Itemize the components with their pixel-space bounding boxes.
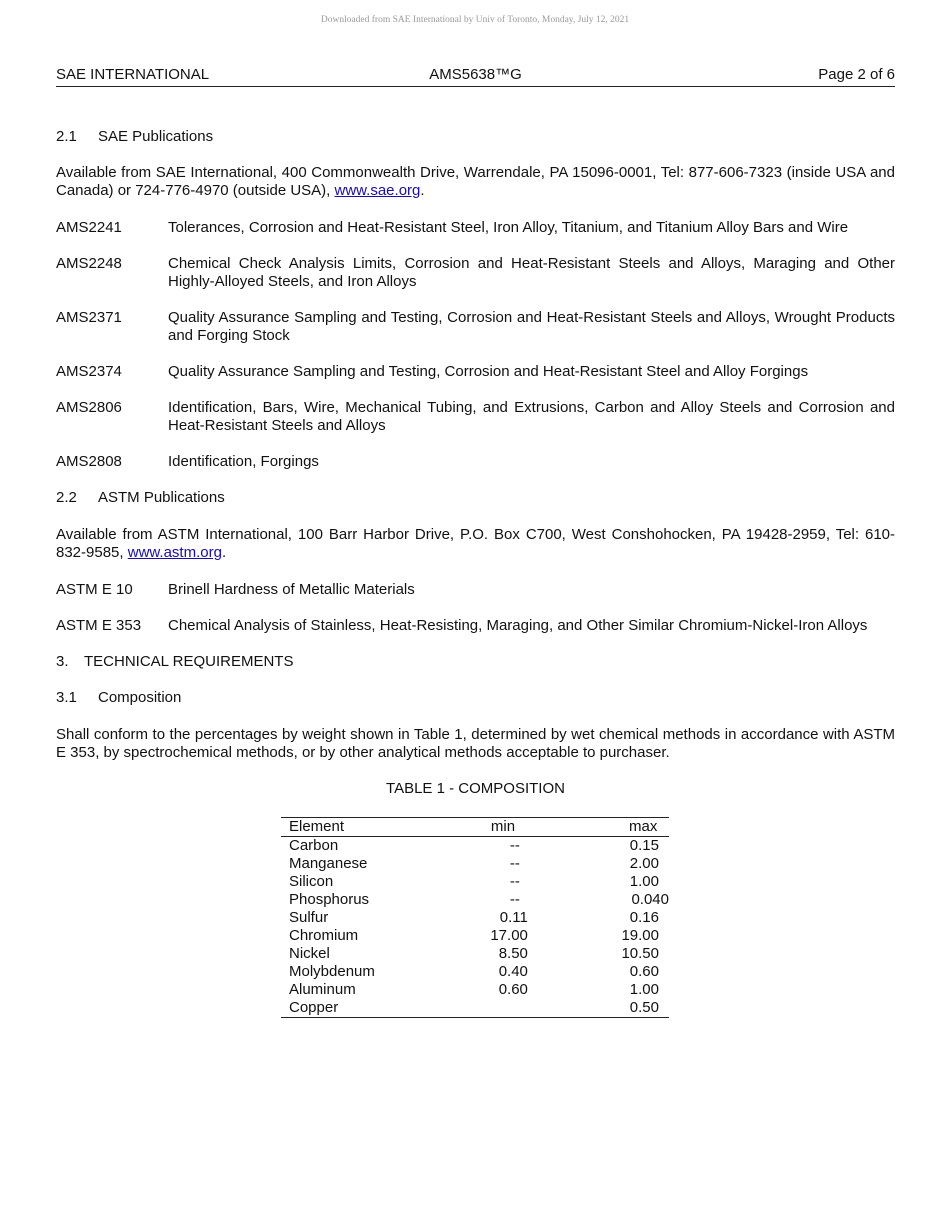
- max-cell: [595, 855, 669, 873]
- max-cell: [595, 873, 669, 891]
- max-value: 0.15: [629, 837, 659, 854]
- reference-item: [56, 581, 895, 599]
- table-row: [281, 855, 669, 873]
- table-title: TABLE 1 - COMPOSITION: [386, 780, 565, 797]
- min-value: 17.00: [490, 927, 528, 944]
- max-value: 10.50: [621, 945, 659, 962]
- paragraph-end: .: [420, 182, 425, 199]
- header-min: min: [490, 818, 516, 835]
- element-cell: Nickel: [289, 945, 330, 962]
- max-cell: [595, 963, 669, 981]
- table-row: [281, 981, 669, 999]
- min-cell: [458, 873, 595, 891]
- min-value: 0.40: [498, 963, 528, 980]
- table-row: [281, 963, 669, 981]
- reference-code: AMS2248: [56, 255, 122, 272]
- paragraph-end: .: [221, 544, 227, 561]
- composition-paragraph: Shall conform to the percentages by weight shown in Table 1, determined by wet chemical methods in accordance with ASTM E 353, by spectrochemical methods, or by other analytical methods acceptable to purchaser.: [56, 726, 895, 761]
- max-cell: [595, 927, 669, 945]
- section-title: SAE Publications: [98, 128, 214, 145]
- max-cell: [595, 891, 669, 909]
- section-number: 2.2: [56, 489, 77, 506]
- element-cell: Phosphorus: [289, 891, 370, 908]
- composition-table: [281, 817, 669, 1018]
- reference-item: [56, 219, 895, 237]
- table-row: [281, 927, 669, 945]
- sae-reference-list: [56, 219, 895, 471]
- section-3-1-heading: [56, 689, 895, 707]
- reference-item: [56, 453, 895, 471]
- reference-title: Quality Assurance Sampling and Testing, Corrosion and Heat-Resistant Steel and Alloy Forgings: [168, 363, 809, 380]
- section-2-1-heading: [56, 128, 895, 146]
- reference-code: ASTM E 353: [56, 617, 142, 634]
- min-cell: [458, 999, 595, 1018]
- min-cell: [458, 963, 595, 981]
- reference-item: [56, 255, 895, 291]
- table-row: [281, 891, 669, 909]
- section-number: 2.1: [56, 128, 77, 145]
- element-cell: Chromium: [289, 927, 359, 944]
- element-cell: Molybdenum: [289, 963, 375, 980]
- header-organization: SAE INTERNATIONAL: [56, 66, 210, 83]
- paragraph-text: Available from ASTM International, 100 Barr Harbor Drive, P.O. Box C700, West Conshohocken, PA 19428-2959, Tel: 610-832-9585,: [56, 526, 895, 561]
- min-cell: [458, 891, 595, 909]
- reference-item: [56, 309, 895, 345]
- reference-code: AMS2374: [56, 363, 122, 380]
- min-value: 8.50: [498, 945, 528, 962]
- max-cell: [595, 909, 669, 927]
- element-cell: Aluminum: [289, 981, 356, 998]
- element-cell: Sulfur: [289, 909, 329, 926]
- min-value: --: [509, 855, 520, 872]
- reference-item: [56, 363, 895, 381]
- max-cell: [595, 945, 669, 963]
- max-cell: [595, 837, 669, 856]
- element-cell: Copper: [289, 999, 339, 1016]
- min-cell: [458, 837, 595, 856]
- section-2-2-heading: [56, 489, 895, 507]
- reference-title: Identification, Bars, Wire, Mechanical Tubing, and Extrusions, Carbon and Alloy Steels and Corrosion and Heat-Resistant Steels and Alloys: [168, 399, 895, 434]
- max-value: 0.16: [629, 909, 659, 926]
- element-cell: Carbon: [289, 837, 339, 854]
- max-value: 0.60: [629, 963, 659, 980]
- max-value: 1.00: [629, 873, 659, 890]
- section-title: Composition: [98, 689, 182, 706]
- reference-item: [56, 617, 895, 635]
- header-max: max: [629, 818, 658, 835]
- reference-title: Identification, Forgings: [168, 453, 319, 470]
- element-cell: Silicon: [289, 873, 334, 890]
- min-value: --: [509, 873, 520, 890]
- reference-code: ASTM E 10: [56, 581, 133, 598]
- table-header-row: [281, 818, 669, 837]
- paragraph-text: Available from SAE International, 400 Commonwealth Drive, Warrendale, PA 15096-0001, Tel: 877-606-7323 (inside USA and Canada) or 724-776-4970 (outside USA),: [56, 164, 895, 199]
- table-row: [281, 999, 669, 1018]
- min-value: --: [509, 837, 520, 854]
- section-number: 3.: [56, 653, 69, 670]
- reference-title: Tolerances, Corrosion and Heat-Resistant Steel, Iron Alloy, Titanium, and Titanium Alloy Bars and Wire: [168, 219, 849, 236]
- min-cell: [458, 909, 595, 927]
- astm-website-link[interactable]: www.astm.org: [127, 544, 222, 561]
- section-3-heading: [56, 653, 895, 671]
- max-cell: [595, 981, 669, 999]
- header-page-number: Page 2 of 6: [818, 66, 895, 83]
- max-value: 19.00: [621, 927, 659, 944]
- element-cell: Manganese: [289, 855, 368, 872]
- table-row: [281, 837, 669, 856]
- reference-code: AMS2808: [56, 453, 122, 470]
- min-cell: [458, 855, 595, 873]
- reference-item: [56, 399, 895, 435]
- sae-website-link[interactable]: www.sae.org: [334, 182, 421, 199]
- header-document-id: AMS5638™G: [429, 66, 522, 83]
- reference-code: AMS2241: [56, 219, 122, 236]
- sae-availability-paragraph: [56, 164, 895, 200]
- reference-title: Brinell Hardness of Metallic Materials: [168, 581, 415, 598]
- min-cell: [458, 945, 595, 963]
- page-header: [56, 66, 895, 87]
- download-watermark: Downloaded from SAE International by Univ of Toronto, Monday, July 12, 2021: [320, 15, 630, 25]
- reference-title: Chemical Check Analysis Limits, Corrosion and Heat-Resistant Steels and Alloys, Maraging and Other Highly-Alloyed Steels, and Iron Alloys: [168, 255, 895, 290]
- max-value: 2.00: [629, 855, 659, 872]
- reference-code: AMS2371: [56, 309, 122, 326]
- reference-code: AMS2806: [56, 399, 122, 416]
- header-element: Element: [289, 818, 345, 835]
- min-cell: [458, 981, 595, 999]
- astm-reference-list: [56, 581, 895, 635]
- table-row: [281, 873, 669, 891]
- table-row: [281, 909, 669, 927]
- document-body: [56, 128, 895, 1018]
- astm-availability-paragraph: [56, 526, 895, 562]
- section-title: TECHNICAL REQUIREMENTS: [84, 653, 294, 670]
- min-cell: [458, 927, 595, 945]
- table-row: [281, 945, 669, 963]
- min-value: 0.60: [498, 981, 528, 998]
- max-cell: [595, 999, 669, 1018]
- max-value: 0.50: [629, 999, 659, 1016]
- max-value: 1.00: [629, 981, 659, 998]
- reference-title: Chemical Analysis of Stainless, Heat-Resisting, Maraging, and Other Similar Chromium-Nickel-Iron Alloys: [168, 617, 868, 634]
- max-value: 0.040: [631, 891, 669, 908]
- min-value: 0.11: [499, 909, 528, 926]
- reference-title: Quality Assurance Sampling and Testing, Corrosion and Heat-Resistant Steels and Alloys, Wrought Products and Forging Stock: [168, 309, 895, 344]
- section-title: ASTM Publications: [98, 489, 225, 506]
- min-value: --: [509, 891, 520, 908]
- section-number: 3.1: [56, 689, 77, 706]
